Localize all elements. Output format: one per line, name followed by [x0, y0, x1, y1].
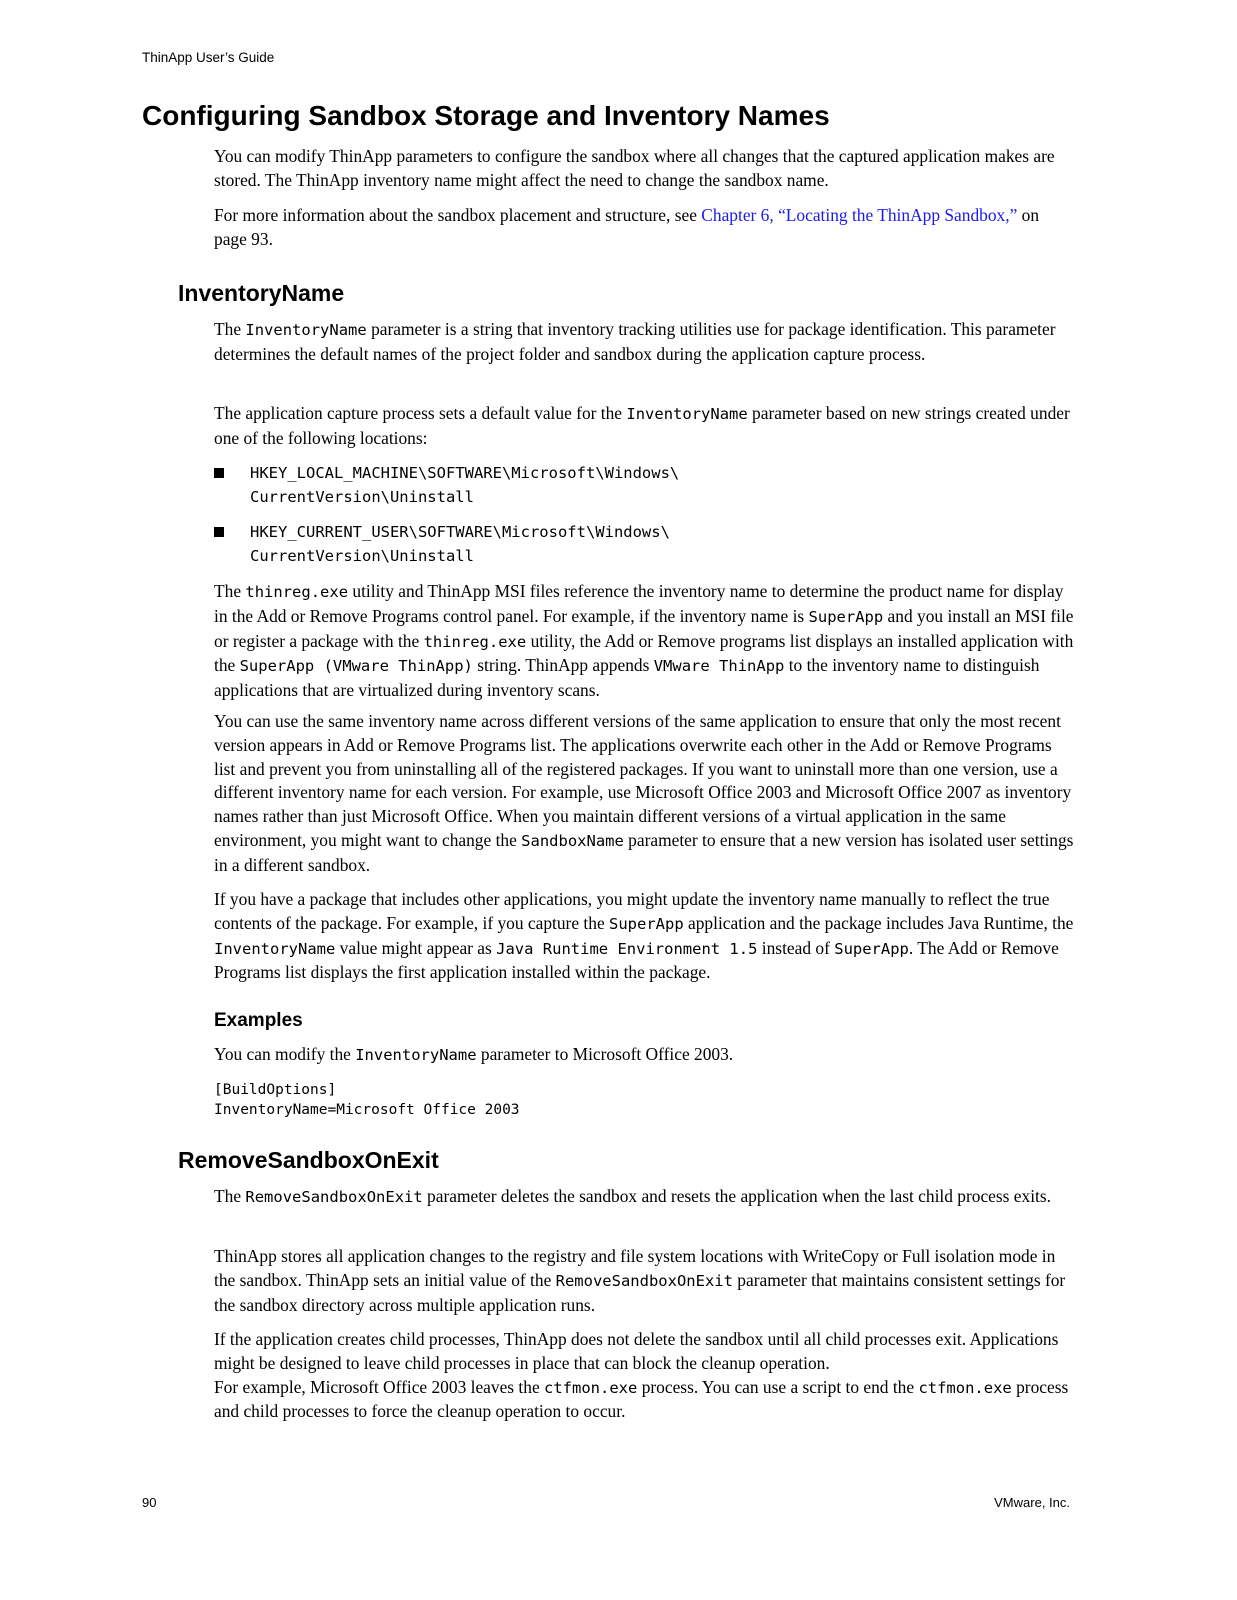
text: ThinApp stores all application changes to the registry and file system locations with WriteCopy or Full isolation mode in the sandbox. ThinApp sets an initial value of the	[214, 1246, 1056, 1290]
page-number: 90	[142, 1495, 157, 1510]
text: instead of	[757, 937, 835, 958]
intro-paragraph-2	[214, 204, 1074, 252]
inventory-paragraph-2	[214, 402, 1074, 451]
inline-code: SuperApp	[808, 607, 884, 626]
intro-paragraph-1: You can modify ThinApp parameters to configure the sandbox where all changes that the captured application makes are stored. The ThinApp inventory name might affect the need to change the sandbox name.	[214, 146, 1055, 190]
text: For example, Microsoft Office 2003 leaves the	[214, 1376, 545, 1397]
text: parameter to ensure that a new version has isolated user settings in a different sandbox.	[214, 829, 1074, 875]
inventory-paragraph-1	[214, 318, 1074, 367]
inline-code: SuperApp	[834, 939, 909, 958]
text: parameter is a string that inventory tracking utilities use for package identification. This parameter determines the default names of the project folder and sandbox during the application capture process.	[214, 319, 1056, 364]
removesandboxonexit-heading: RemoveSandboxOnExit	[178, 1147, 439, 1173]
inline-code: ctfmon.exe	[544, 1378, 638, 1397]
intro-p2-text: For more information about the sandbox placement and structure, see	[214, 205, 702, 225]
bullet-line-2: CurrentVersion\Uninstall	[250, 547, 474, 565]
bullet-line-2: CurrentVersion\Uninstall	[250, 488, 474, 506]
text: process. You can use a script to end the	[637, 1376, 919, 1397]
inline-code: SuperApp (VMware ThinApp)	[239, 657, 473, 676]
inventory-paragraph-4	[214, 710, 1074, 878]
text: If you have a package that includes other applications, you might update the inventory name manually to reflect the true contents of the package. For example, if you capture the	[214, 889, 1050, 933]
examples-paragraph	[214, 1043, 1074, 1068]
company-name: VMware, Inc.	[994, 1495, 1070, 1510]
inline-code: RemoveSandboxOnExit	[555, 1271, 733, 1290]
chapter-6-link[interactable]: Chapter 6, “Locating the ThinApp Sandbox,”	[701, 205, 1018, 225]
text: The application capture process sets a default value for the	[214, 403, 627, 423]
examples-heading: Examples	[214, 1010, 303, 1031]
inline-code: thinreg.exe	[245, 583, 349, 601]
text: to the inventory name to distinguish applications that are virtualized during inventory scans.	[214, 655, 1040, 701]
code-line-1: [BuildOptions]	[214, 1082, 337, 1098]
remove-paragraph-1	[214, 1185, 1074, 1210]
inline-code: Java Runtime Environment 1.5	[496, 939, 758, 958]
inline-code: SuperApp	[609, 914, 684, 933]
text: . The Add or Remove Programs list displays the first application installed within the package.	[214, 937, 1059, 983]
text: value might appear as	[335, 937, 497, 958]
text: utility and ThinApp MSI files reference the inventory name to determine the product name for display in the Add or Remove Programs control panel. For example, if the inventory name is	[214, 581, 1064, 626]
intro-p2-tail: on page 93.	[214, 205, 1040, 249]
text: process and child processes to force the cleanup operation to occur.	[214, 1376, 1069, 1422]
inline-code: InventoryName	[355, 1046, 477, 1064]
text: parameter to Microsoft Office 2003.	[476, 1044, 734, 1064]
code-line-2: InventoryName=Microsoft Office 2003	[214, 1102, 520, 1118]
inline-code: ctfmon.exe	[918, 1378, 1012, 1397]
text: The	[214, 319, 246, 339]
text: and you install an MSI file or register a package with the	[214, 605, 1074, 651]
text: utility, the Add or Remove programs list displays an installed application with the	[214, 630, 1074, 676]
inline-code: SandboxName	[521, 831, 624, 850]
text: The	[214, 581, 246, 601]
text: You can modify the	[214, 1044, 356, 1064]
inventory-paragraph-5	[214, 888, 1074, 985]
inline-code: thinreg.exe	[423, 632, 527, 651]
remove-paragraph-3	[214, 1328, 1074, 1424]
remove-paragraph-2	[214, 1245, 1074, 1317]
inline-code: VMware ThinApp	[653, 657, 785, 676]
inline-code: InventoryName	[626, 405, 748, 423]
inline-code: RemoveSandboxOnExit	[245, 1188, 423, 1206]
inline-code: InventoryName	[245, 321, 367, 339]
inline-code: InventoryName	[214, 939, 336, 958]
code-example	[214, 1080, 520, 1120]
text: parameter based on new strings created under one of the following locations:	[214, 403, 1070, 448]
bullet-square-icon	[214, 468, 224, 478]
text: application and the package includes Java Runtime, the	[683, 912, 1074, 933]
intro-section	[214, 145, 1074, 193]
bullet-line-1: HKEY_LOCAL_MACHINE\SOFTWARE\Microsoft\Windows\	[250, 464, 680, 482]
bullet-square-icon	[214, 527, 224, 537]
running-header: ThinApp User’s Guide	[142, 50, 275, 65]
inventoryname-heading: InventoryName	[178, 280, 345, 306]
text: parameter that maintains consistent settings for the sandbox directory across multiple application runs.	[214, 1269, 1066, 1315]
text: parameter deletes the sandbox and resets the application when the last child process exits.	[422, 1186, 1051, 1206]
text: The	[214, 1186, 246, 1206]
inventory-paragraph-3	[214, 580, 1074, 703]
text: You can use the same inventory name across different versions of the same application to ensure that only the most recent version appears in Add or Remove Programs list. The applications overwrite each other in the Add or Remove Programs list and prevent you from uninstalling all of the registered packages. If you want to uninstall more than one version, use a different inventory name for each version. For example, use Microsoft Office 2003 and Microsoft Office 2007 as inventory names rather than just Microsoft Office. When you maintain different versions of a virtual application in the same environment, you might want to change the	[214, 711, 1072, 850]
page-title: Configuring Sandbox Storage and Inventory Names	[142, 100, 830, 131]
text: If the application creates child processes, ThinApp does not delete the sandbox until all child processes exit. Applications might be designed to leave child processes in place that can block the cleanup operation.	[214, 1329, 1059, 1373]
text: string. ThinApp appends	[472, 655, 654, 676]
bullet-line-1: HKEY_CURRENT_USER\SOFTWARE\Microsoft\Windows\	[250, 523, 670, 541]
